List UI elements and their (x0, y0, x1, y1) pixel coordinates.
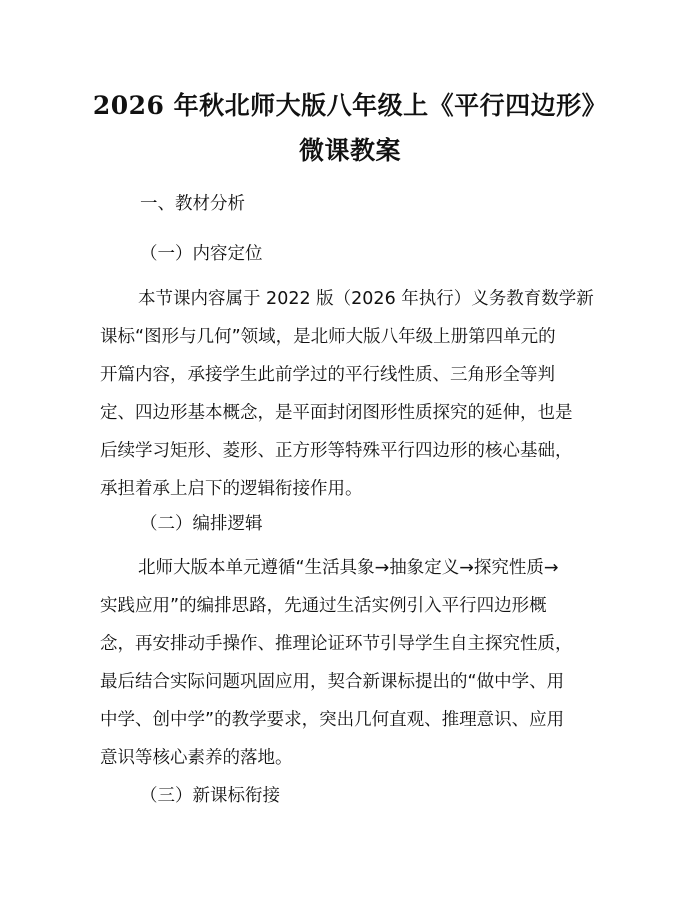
paragraph-line: 意识等核心素养的落地。 (100, 748, 293, 768)
paragraph-line: 开篇内容，承接学生此前学过的平行线性质、三角形全等判 (100, 365, 555, 385)
paragraph-line: 最后结合实际问题巩固应用，契合新课标提出的“做中学、用 (100, 672, 565, 692)
document-title-line-2: 微课教案 (298, 136, 401, 165)
paragraph-line: 承担着承上启下的逻辑衔接作用。 (100, 479, 363, 499)
paragraph-line: 北师大版本单元遵循“生活具象→抽象定义→探究性质→ (138, 558, 559, 578)
paragraph-line: 中学、创中学”的教学要求，突出几何直观、推理意识、应用 (100, 710, 565, 730)
subsection-heading-curriculum-connection: （三）新课标衔接 (140, 786, 280, 806)
paragraph-line: 课标“图形与几何”领域，是北师大版八年级上册第四单元的 (100, 327, 556, 347)
paragraph-line: 定、四边形基本概念，是平面封闭图形性质探究的延伸，也是 (100, 403, 573, 423)
paragraph-line: 后续学习矩形、菱形、正方形等特殊平行四边形的核心基础， (100, 441, 573, 461)
paragraph-content-positioning (100, 280, 600, 508)
subsection-heading-content-positioning: （一）内容定位 (140, 244, 263, 264)
paragraph-arrangement-logic (100, 549, 600, 777)
subsection-heading-arrangement-logic: （二）编排逻辑 (140, 514, 263, 534)
paragraph-line: 念，再安排动手操作、推理论证环节引导学生自主探究性质， (100, 634, 573, 654)
paragraph-line: 实践应用”的编排思路，先通过生活实例引入平行四边形概 (100, 596, 547, 616)
paragraph-line: 本节课内容属于 2022 版（2026 年执行）义务教育数学新 (138, 289, 594, 309)
section-heading-teaching-material-analysis: 一、教材分析 (140, 194, 245, 214)
document-title-line-1: 2026 年秋北师大版八年级上《平行四边形》 (92, 91, 608, 120)
